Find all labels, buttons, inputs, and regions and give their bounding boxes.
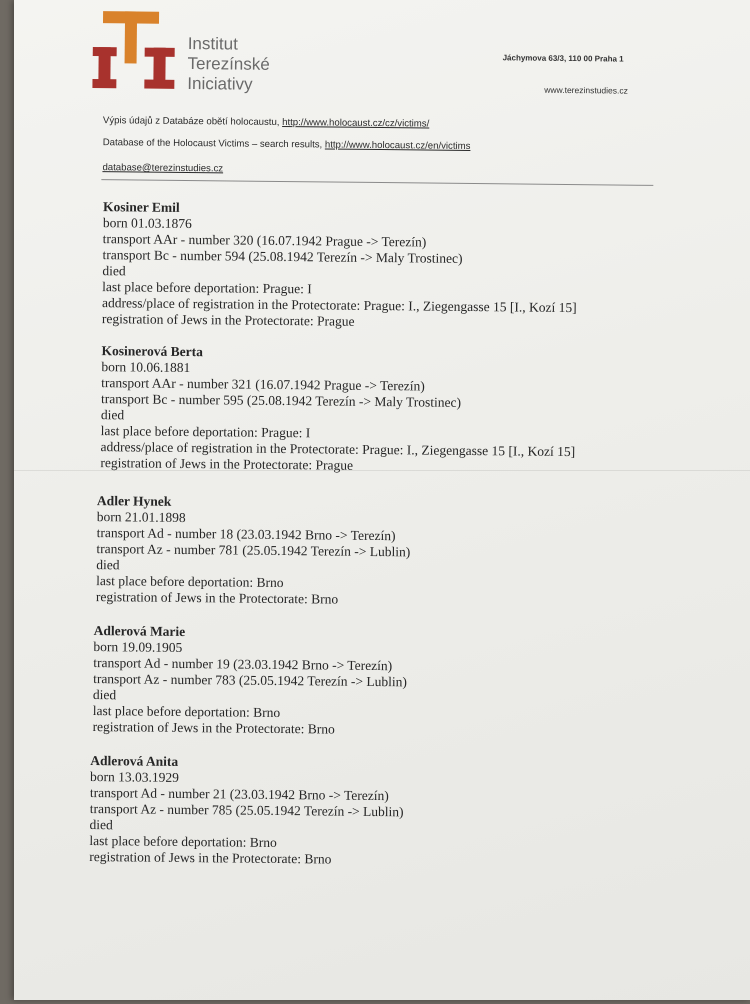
registration-address: address/place of registration in the Protectorate: Prague: I., Ziegengasse 15 [I., Kozí 15] [101, 295, 577, 316]
institute-website: www.terezinstudies.cz [544, 84, 628, 96]
intro-czech-link[interactable]: http://www.holocaust.cz/cz/victims/ [282, 117, 430, 130]
birth-date: born 10.06.1881 [101, 359, 191, 376]
victim-name: Adlerová Marie [93, 623, 186, 640]
victim-status: died [102, 263, 126, 279]
registration-place: registration of Jews in the Protectorate: Brno [89, 849, 332, 867]
header-divider [101, 179, 653, 186]
transport-2: transport Az - number 785 (25.05.1942 Terezín -> Lublin) [89, 801, 404, 820]
birth-date: born 19.09.1905 [93, 639, 183, 655]
institute-name [187, 34, 348, 96]
birth-date: born 01.03.1876 [102, 215, 192, 232]
victim-status: died [96, 557, 120, 573]
victim-status: died [92, 687, 117, 703]
institute-logo-icon [92, 9, 177, 90]
intro-czech-line [103, 115, 429, 129]
intro-english-text: Database of the Holocaust Victims – search results, [102, 137, 325, 151]
institute-address: Jáchymova 63/3, 110 00 Praha 1 [502, 53, 624, 64]
institute-name-line-1: Institut [187, 34, 238, 54]
institute-name-line-3: Iniciativy [187, 74, 253, 94]
victim-record [100, 343, 661, 477]
transport-1: transport AAr - number 320 (16.07.1942 Prague -> Terezín) [102, 231, 427, 250]
last-place: last place before deportation: Brno [92, 703, 281, 721]
victim-record [102, 199, 663, 333]
birth-date: born 21.01.1898 [96, 509, 186, 526]
registration-place: registration of Jews in the Protectorate: Brno [95, 589, 339, 607]
victim-name: Adlerová Anita [90, 753, 179, 769]
transport-1: transport AAr - number 321 (16.07.1942 Prague -> Terezín) [101, 375, 425, 394]
victim-name: Adler Hynek [96, 493, 172, 509]
registration-place: registration of Jews in the Protectorate: Prague [100, 455, 354, 473]
victim-name: Kosiner Emil [102, 199, 180, 215]
victim-status: died [89, 817, 113, 833]
victim-record [89, 753, 657, 871]
victim-record [93, 623, 659, 741]
last-place: last place before deportation: Prague: I [100, 423, 311, 441]
transport-2: transport Bc - number 594 (25.08.1942 Terezín -> Maly Trostinec) [102, 247, 463, 266]
transport-1: transport Ad - number 19 (23.03.1942 Brno -> Terezín) [93, 655, 393, 674]
intro-english-link[interactable]: http://www.holocaust.cz/en/victims [324, 139, 471, 152]
transport-2: transport Az - number 783 (25.05.1942 Terezín -> Lublin) [93, 671, 408, 690]
victim-name: Kosinerová Berta [101, 343, 203, 360]
last-place: last place before deportation: Prague: I [102, 279, 312, 297]
institute-name-line-2: Terezínské [187, 54, 270, 74]
intro-english-line [103, 137, 471, 152]
birth-date: born 13.03.1929 [90, 769, 180, 785]
last-place: last place before deportation: Brno [96, 573, 284, 591]
transport-1: transport Ad - number 21 (23.03.1942 Brno -> Terezín) [89, 785, 389, 804]
registration-place: registration of Jews in the Protectorate: Prague [101, 311, 355, 329]
victim-records [89, 199, 663, 889]
intro-czech-text: Výpis údajů z Databáze obětí holocaustu, [102, 115, 283, 129]
transport-1: transport Ad - number 18 (23.03.1942 Brno -> Terezín) [96, 525, 396, 544]
victim-record [96, 493, 660, 611]
transport-2: transport Bc - number 595 (25.08.1942 Terezín -> Maly Trostinec) [100, 391, 462, 410]
contact-email[interactable]: database@terezinstudies.cz [102, 162, 224, 175]
registration-place: registration of Jews in the Protectorate: Brno [92, 719, 335, 737]
last-place: last place before deportation: Brno [89, 833, 277, 850]
registration-address: address/place of registration in the Protectorate: Prague: I., Ziegengasse 15 [I., Kozí 15] [100, 439, 576, 460]
victim-status: died [100, 407, 125, 423]
transport-2: transport Az - number 781 (25.05.1942 Terezín -> Lublin) [96, 541, 411, 560]
